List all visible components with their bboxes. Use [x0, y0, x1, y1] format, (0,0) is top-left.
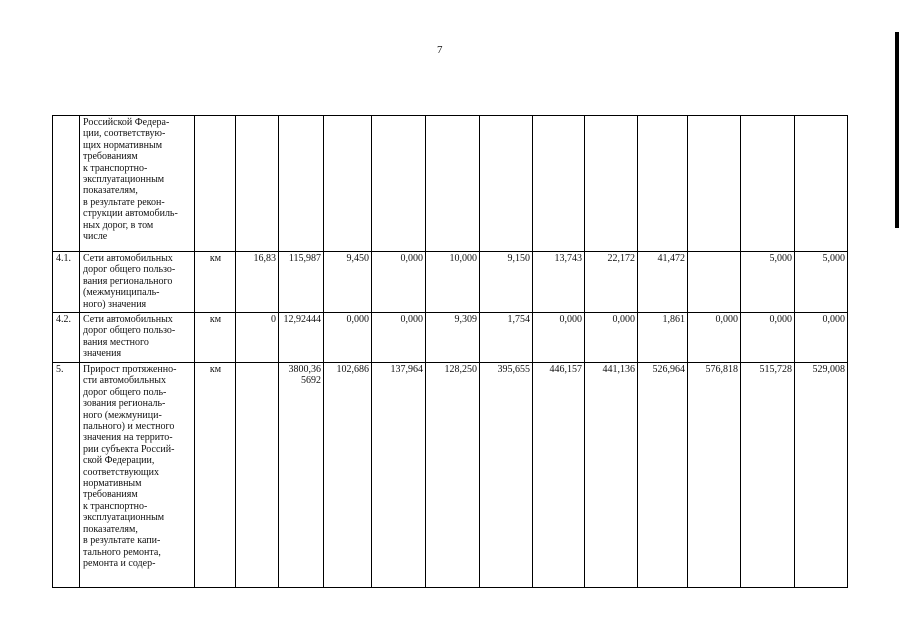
value-cell	[372, 116, 426, 252]
value-cell: 5,000	[741, 252, 795, 313]
value-cell: 0,000	[795, 313, 848, 363]
value-cell: 10,000	[426, 252, 480, 313]
table-row	[53, 116, 848, 252]
unit-cell: км	[195, 363, 236, 588]
indicator-name	[80, 313, 195, 363]
value-cell: 3800,36 5692	[279, 363, 324, 588]
row-number: 4.2.	[53, 313, 80, 363]
value-cell	[795, 116, 848, 252]
value-cell	[426, 116, 480, 252]
indicator-name	[80, 116, 195, 252]
value-cell: 441,136	[585, 363, 638, 588]
value-cell: 0,000	[585, 313, 638, 363]
value-cell: 9,450	[324, 252, 372, 313]
table-row	[53, 313, 848, 363]
value-cell	[533, 116, 585, 252]
value-cell: 0,000	[372, 313, 426, 363]
base-value-cell	[236, 116, 279, 252]
value-cell: 395,655	[480, 363, 533, 588]
row-number: 5.	[53, 363, 80, 588]
value-cell: 9,150	[480, 252, 533, 313]
row-number	[53, 116, 80, 252]
value-cell	[688, 116, 741, 252]
indicator-name-text: Сети автомобильных дорог общего пользо- вания регионального (межмуниципаль- ного) значения	[83, 253, 176, 310]
value-cell: 576,818	[688, 363, 741, 588]
table-row	[53, 252, 848, 313]
value-cell	[741, 116, 795, 252]
indicator-name-text: Сети автомобильных дорог общего пользо- вания местного значения	[83, 314, 176, 360]
value-cell: 9,309	[426, 313, 480, 363]
value-cell: 128,250	[426, 363, 480, 588]
value-cell: 41,472	[638, 252, 688, 313]
value-cell: 529,008	[795, 363, 848, 588]
value-cell	[279, 116, 324, 252]
base-value-cell	[236, 363, 279, 588]
indicator-name-text: Российской Федера- ции, соответствую- щих нормативным требованиям к транспортно- эксплуатационным показателям, в результате рекон- струкции автомобиль- ных дорог, в том числе	[83, 117, 178, 243]
value-cell	[324, 116, 372, 252]
table-row	[53, 363, 848, 588]
indicator-name-text: Прирост протяженно- сти автомобильных дорог общего поль- зования региональ- ного (межмуници- пального) и местного значения на террито- рии субъекта Россий- ской Федерации, соответствующих нормативным требованиям к транспортно- эксплуатационным показателям, в результате капи- тального ремонта, ремонта и содер-	[83, 364, 177, 569]
value-cell	[480, 116, 533, 252]
value-cell: 446,157	[533, 363, 585, 588]
page-number: 7	[437, 44, 443, 56]
value-cell: 12,92444	[279, 313, 324, 363]
unit-cell: км	[195, 313, 236, 363]
value-cell: 0,000	[533, 313, 585, 363]
value-cell	[638, 116, 688, 252]
value-cell: 0,000	[372, 252, 426, 313]
value-cell: 102,686	[324, 363, 372, 588]
value-cell	[585, 116, 638, 252]
base-value-cell: 16,83	[236, 252, 279, 313]
value-cell	[688, 252, 741, 313]
row-number: 4.1.	[53, 252, 80, 313]
value-cell: 0,000	[324, 313, 372, 363]
value-cell: 1,754	[480, 313, 533, 363]
value-cell: 13,743	[533, 252, 585, 313]
indicators-table	[52, 115, 848, 588]
value-cell: 1,861	[638, 313, 688, 363]
value-cell: 137,964	[372, 363, 426, 588]
base-value-cell: 0	[236, 313, 279, 363]
indicator-name	[80, 363, 195, 588]
unit-cell	[195, 116, 236, 252]
value-cell: 5,000	[795, 252, 848, 313]
value-cell: 0,000	[688, 313, 741, 363]
scan-edge-mark	[895, 32, 899, 228]
value-cell: 115,987	[279, 252, 324, 313]
value-cell: 22,172	[585, 252, 638, 313]
value-cell: 0,000	[741, 313, 795, 363]
indicator-name	[80, 252, 195, 313]
unit-cell: км	[195, 252, 236, 313]
value-cell: 526,964	[638, 363, 688, 588]
value-cell: 515,728	[741, 363, 795, 588]
